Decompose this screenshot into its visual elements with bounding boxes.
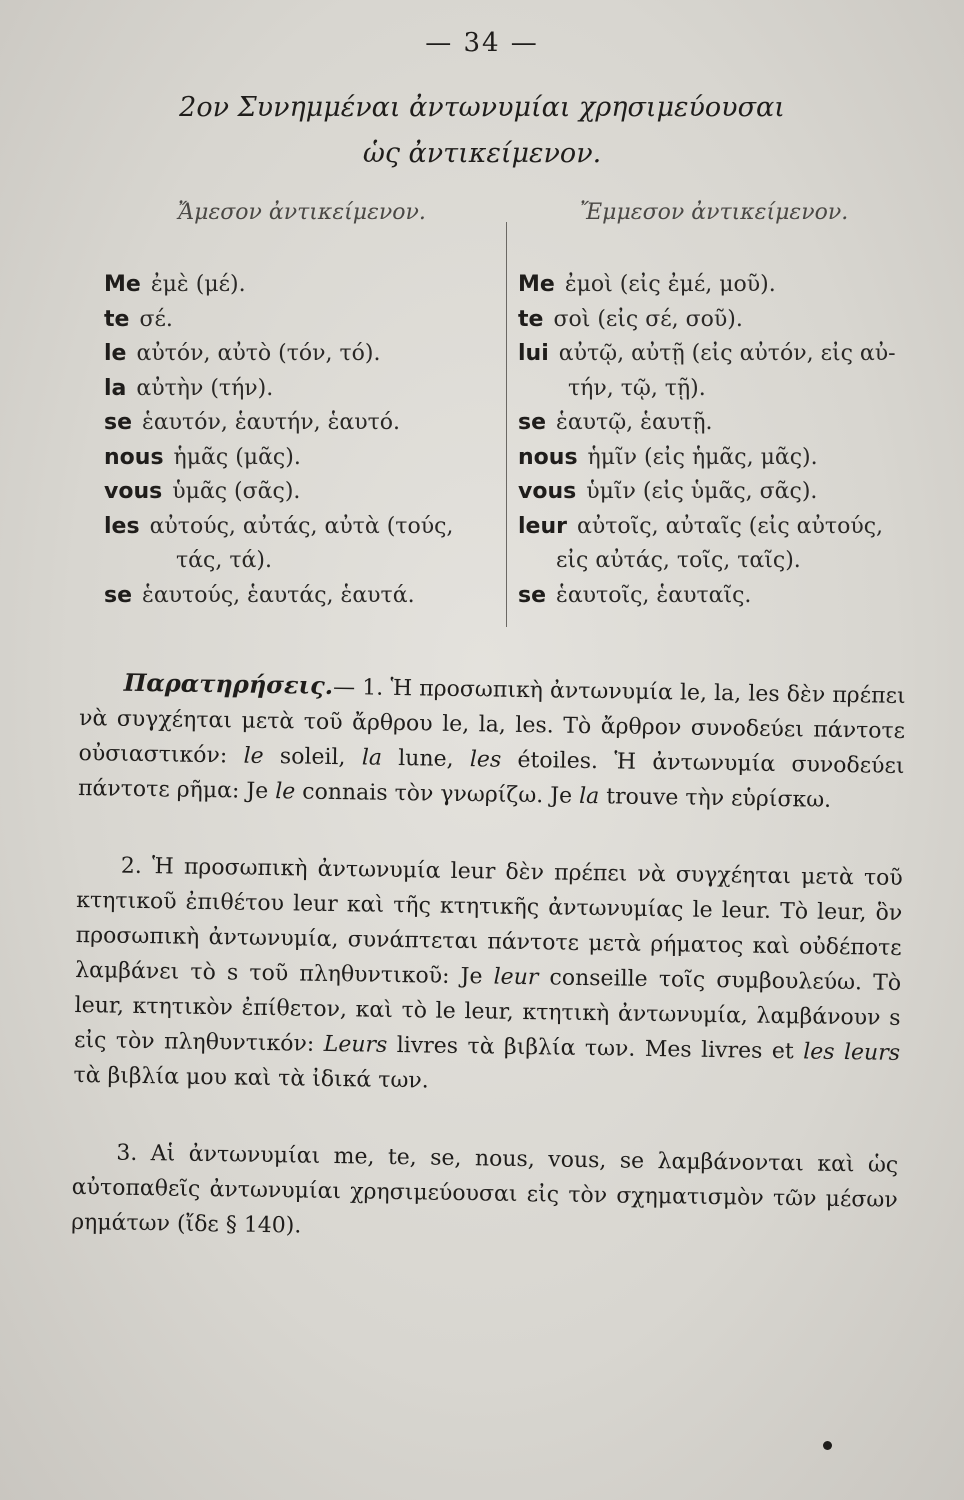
french-pronoun: se — [518, 582, 547, 608]
french-pronoun: le — [104, 341, 127, 366]
greek-translation: σοὶ (εἰς σέ, σοῦ). — [553, 306, 743, 332]
remark-example: la — [578, 783, 600, 810]
pronoun-entry — [104, 268, 504, 303]
pronoun-entry — [104, 372, 504, 407]
greek-translation: ἑαυτοῖς, ἑαυταῖς. — [556, 582, 752, 608]
pronoun-entry-continuation — [104, 544, 504, 579]
pronoun-entry — [518, 337, 913, 372]
direct-object-pronoun-list — [104, 268, 504, 613]
ink-dot — [823, 1441, 832, 1450]
greek-translation: εἰς αὐτάς, τοῖς, ταῖς). — [556, 548, 801, 573]
remark-text: τὰ βιβλία μου καὶ τὰ ἰδικά των. — [73, 1062, 429, 1094]
pronoun-entry — [104, 475, 504, 510]
pronoun-entry — [518, 441, 913, 476]
left-column-heading: Ἄμεσον ἀντικείμενον. — [178, 200, 426, 225]
greek-translation: αὐτοῖς, αὐταῖς (εἰς αὐτούς, — [576, 513, 884, 539]
pronoun-entry — [104, 337, 504, 372]
french-pronoun: lui — [518, 341, 549, 366]
greek-translation: ἑαυτῷ, ἑαυτῇ. — [556, 410, 713, 435]
page-number: — 34 — — [425, 28, 539, 58]
remark-paragraph-2 — [73, 848, 903, 1106]
greek-translation: τάς, τά). — [176, 548, 272, 573]
french-pronoun: vous — [518, 479, 577, 504]
pronoun-entry — [518, 510, 913, 545]
greek-translation: ἡμᾶς (μᾶς). — [173, 444, 301, 470]
remark-example: les leurs — [802, 1039, 901, 1066]
remark-paragraph-1 — [78, 664, 906, 819]
pronoun-entry — [518, 475, 913, 510]
remark-text: étoiles. Ἡ ἀντωνυμία συνοδεύει πάντοτε ρῆμα: Je — [77, 747, 905, 805]
french-pronoun: se — [518, 410, 547, 435]
remark-example: Leurs — [323, 1031, 388, 1058]
french-pronoun: nous — [518, 444, 578, 470]
remark-paragraph-3: 3. Αἱ ἀντωνυμίαι me, te, se, nous, vous, se λαμβάνονται καὶ ὡς αὐτοπαθεῖς ἀντωνυμίαι χρησιμεύουσαι εἰς τὸν σχηματισμὸν τῶν μέσων ρημάτων (ἴδε § 140). — [71, 1140, 899, 1239]
greek-translation: σέ. — [139, 306, 173, 332]
greek-translation: αὐτούς, αὐτάς, αὐτὰ (τούς, — [149, 513, 454, 539]
french-pronoun: Me — [104, 272, 141, 297]
french-pronoun: Me — [518, 272, 555, 297]
french-pronoun: nous — [104, 444, 164, 470]
pronoun-entry — [518, 268, 913, 303]
remark-text: soleil, — [263, 743, 363, 771]
greek-translation: αὐτόν, αὐτὸ (τόν, τό). — [136, 341, 381, 366]
french-pronoun: les — [104, 513, 140, 539]
remark-example: le — [243, 743, 264, 769]
pronoun-entry — [518, 303, 913, 338]
section-title-line-1: 2ον Συνημμέναι ἀντωνυμίαι χρησιμεύουσαι — [179, 92, 785, 123]
greek-translation: ἡμῖν (εἰς ἡμᾶς, μᾶς). — [587, 444, 818, 470]
french-pronoun: vous — [104, 479, 163, 504]
french-pronoun: leur — [518, 513, 567, 539]
greek-translation: αὐτὴν (τήν). — [136, 375, 274, 401]
pronoun-entry — [104, 303, 504, 338]
greek-translation: ὑμᾶς (σᾶς). — [172, 479, 301, 504]
pronoun-entry — [518, 406, 913, 441]
remark-text: — 1. Ἡ προσωπικὴ ἀντωνυμία le, la, les δὲν πρέπει νὰ συγχέηται μετὰ τοῦ ἄρθρου le, la, les. Τὸ ἄρθρον συνοδεύει πάντοτε οὐσιαστικόν: — [78, 674, 906, 769]
remark-example: la — [361, 745, 383, 771]
greek-translation: τήν, τῷ, τῇ). — [568, 375, 706, 401]
remark-text: lune, — [381, 745, 471, 773]
column-divider — [506, 222, 507, 627]
remark-text: connais τὸν γνωρίζω. Je — [295, 779, 580, 809]
remark-example: le — [275, 779, 296, 805]
remark-text: livres τὰ βιβλία των. Mes livres et — [387, 1032, 804, 1065]
french-pronoun: te — [104, 306, 130, 332]
remark-text: 2. Ἡ προσωπικὴ ἀντωνυμία leur δὲν πρέπει νὰ συγχέηται μετὰ τοῦ κτητικοῦ ἐπιθέτου leur καὶ τῆς κτητικῆς ἀντωνυμίας le leur. Τὸ leur, ὃν προσωπικὴ ἀντωνυμία, συνάπτεται πάντοτε μετὰ ρήματος καὶ οὐδέποτε λαμβάνει τὸ s τοῦ πληθυντικοῦ: Je — [74, 853, 903, 990]
french-pronoun: se — [104, 410, 133, 435]
remark-text: trouve τὴν εὑρίσκω. — [599, 784, 832, 813]
indirect-object-pronoun-list — [518, 268, 913, 613]
remark-text: conseille τοῖς συμβουλεύω. Τὸ leur, κτητικὸν ἐπίθετον, καὶ τὸ le leur, κτητικὴ ἀντωνυμία, λαμβάνουν s εἰς τὸν πληθυντικόν: — [73, 965, 902, 1057]
greek-translation: αὐτῷ, αὐτῇ (εἰς αὐτόν, εἰς αὐ- — [558, 341, 896, 366]
remarks-heading: Παρατηρήσεις. — [123, 667, 334, 700]
greek-translation: ἑαυτούς, ἑαυτάς, ἑαυτά. — [142, 582, 415, 608]
greek-translation: ἐμοὶ (εἰς ἐμέ, μοῦ). — [564, 272, 776, 297]
french-pronoun: te — [518, 306, 544, 332]
pronoun-entry — [104, 579, 504, 614]
remark-example: les — [469, 747, 502, 773]
pronoun-entry — [104, 406, 504, 441]
greek-translation: ἑαυτόν, ἑαυτήν, ἑαυτό. — [142, 410, 401, 435]
remarks-section — [70, 664, 906, 1295]
section-title-line-2: ὡς ἀντικείμενον. — [362, 138, 602, 169]
greek-translation: ἐμὲ (μέ). — [150, 272, 246, 297]
pronoun-entry — [104, 441, 504, 476]
pronoun-entry-continuation — [518, 544, 913, 579]
greek-translation: ὑμῖν (εἰς ὑμᾶς, σᾶς). — [586, 479, 818, 504]
pronoun-entry — [104, 510, 504, 545]
pronoun-entry-continuation — [518, 372, 913, 407]
french-pronoun: se — [104, 582, 133, 608]
remark-example: leur — [493, 964, 539, 991]
french-pronoun: la — [104, 375, 127, 401]
pronoun-entry — [518, 579, 913, 614]
right-column-heading: Ἔμμεσον ἀντικείμενον. — [580, 200, 849, 225]
